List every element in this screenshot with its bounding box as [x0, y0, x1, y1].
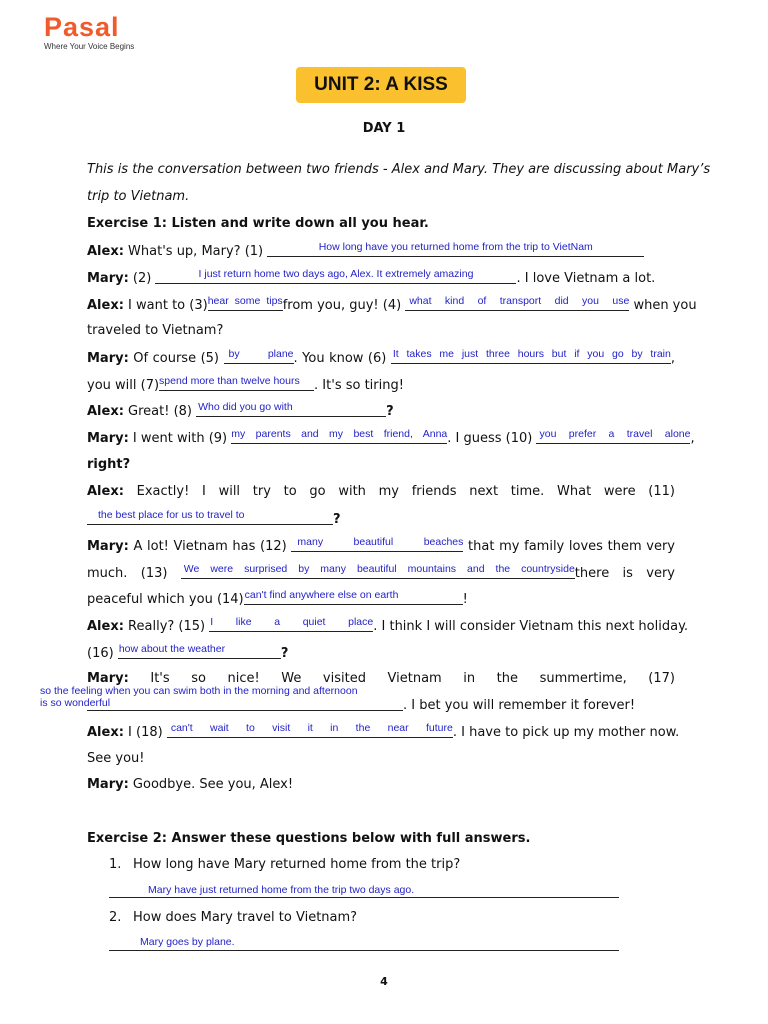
answer-line-2[interactable] [109, 949, 619, 951]
page-number: 4 [380, 975, 388, 988]
dialogue-line-17b: . I bet you will remember it forever! [87, 696, 675, 715]
blank-3[interactable]: hear some tips [208, 296, 283, 311]
intro-line-2: trip to Vietnam. [87, 189, 190, 204]
blank-18[interactable]: can't wait to visit it in the near future [167, 723, 453, 738]
dialogue-line-9: Mary: I went with (9) my parents and my best friend, Anna . I guess (10) you prefer a travel alone , [87, 428, 695, 446]
dialogue-line-2: Mary: (2) I just return home two days ago, Alex. It extremely amazing . I love Vietnam a lot. [87, 268, 656, 286]
question-2: 2. How does Mary travel to Vietnam? [109, 910, 358, 925]
exercise-1-title: Exercise 1: Listen and write down all you hear. [87, 216, 429, 231]
dialogue-line-1: Alex: What's up, Mary? (1) How long have you returned home from the trip to VietNam [87, 242, 675, 261]
answer-17-line-2: is so wonderful [40, 697, 111, 709]
blank-13[interactable]: We were surprised by many beautiful mountains and the countryside [181, 564, 575, 579]
blank-17[interactable] [87, 696, 403, 711]
dialogue-line-5: Mary: Of course (5) by plane . You know (6) It takes me just three hours but if you go by train , [87, 348, 675, 366]
dialogue-line-18: Alex: I (18) can't wait to visit it in the near future . I have to pick up my mother now. [87, 722, 680, 740]
dialogue-line-11: Alex: Exactly! I will try to go with my friends next time. What were (11) [87, 484, 675, 499]
blank-8[interactable]: Who did you go with [196, 402, 386, 417]
blank-15[interactable]: I like a quiet place [209, 617, 373, 632]
dialogue-line-18b: See you! [87, 751, 145, 766]
dialogue-line-8: Alex: Great! (8) Who did you go with ? [87, 401, 394, 419]
blank-14[interactable]: can't find anywhere else on earth [244, 590, 463, 605]
logo-wordmark: Pasal [44, 12, 120, 42]
blank-6[interactable]: It takes me just three hours but if you go by train [391, 349, 671, 364]
dialogue-line-14: peaceful which you (14) can't find anywhere else on earth ! [87, 589, 468, 607]
dialogue-line-3b: traveled to Vietnam? [87, 323, 224, 338]
unit-title: UNIT 2: A KISS [296, 67, 466, 103]
answer-17-line-1: so the feeling when you can swim both in the morning and afternoon [40, 685, 358, 697]
answer-2: Mary goes by plane. [140, 936, 235, 948]
blank-1[interactable]: How long have you returned home from the trip to VietNam [267, 242, 644, 257]
day-heading: DAY 1 [362, 121, 406, 136]
answer-1: Mary have just returned home from the trip two days ago. [148, 884, 415, 896]
dialogue-line-13: much. (13) We were surprised by many beautiful mountains and the countryside there is very [87, 563, 675, 581]
dialogue-line-3: Alex: I want to (3) hear some tips from you, guy! (4) what kind of transport did you use when you [87, 295, 697, 313]
blank-2[interactable]: I just return home two days ago, Alex. It extremely amazing [155, 269, 516, 284]
dialogue-line-16: (16) how about the weather ? [87, 643, 289, 661]
exercise-2-title: Exercise 2: Answer these questions below with full answers. [87, 831, 531, 846]
blank-12[interactable]: many beautiful beaches [291, 537, 463, 552]
dialogue-line-15: Alex: Really? (15) I like a quiet place . I think I will consider Vietnam this next holiday. [87, 616, 689, 634]
dialogue-line-7: you will (7) spend more than twelve hours . It's so tiring! [87, 375, 404, 393]
blank-7[interactable]: spend more than twelve hours [159, 376, 314, 391]
blank-4[interactable]: what kind of transport did you use [405, 296, 629, 311]
pasal-logo [44, 12, 134, 51]
intro-line-1: This is the conversation between two friends - Alex and Mary. They are discussing about Mary’s [87, 162, 711, 177]
dialogue-line-9b: right? [87, 457, 131, 472]
dialogue-line-17: Mary: It's so nice! We visited Vietnam in the summertime, (17) [87, 671, 675, 686]
blank-11[interactable]: the best place for us to travel to [87, 510, 333, 525]
blank-10[interactable]: you prefer a travel alone [536, 429, 690, 444]
question-1: 1. How long have Mary returned home from the trip? [109, 857, 461, 872]
answer-line-1[interactable] [109, 896, 619, 898]
dialogue-line-11b: the best place for us to travel to ? [87, 510, 675, 529]
blank-5[interactable]: by plane [224, 349, 294, 364]
dialogue-line-goodbye: Mary: Goodbye. See you, Alex! [87, 777, 294, 792]
blank-9[interactable]: my parents and my best friend, Anna [231, 429, 447, 444]
dialogue-line-12: Mary: A lot! Vietnam has (12) many beautiful beaches that my family loves them very [87, 536, 675, 554]
logo-tagline: Where Your Voice Begins [44, 42, 135, 51]
blank-16[interactable]: how about the weather [118, 644, 281, 659]
